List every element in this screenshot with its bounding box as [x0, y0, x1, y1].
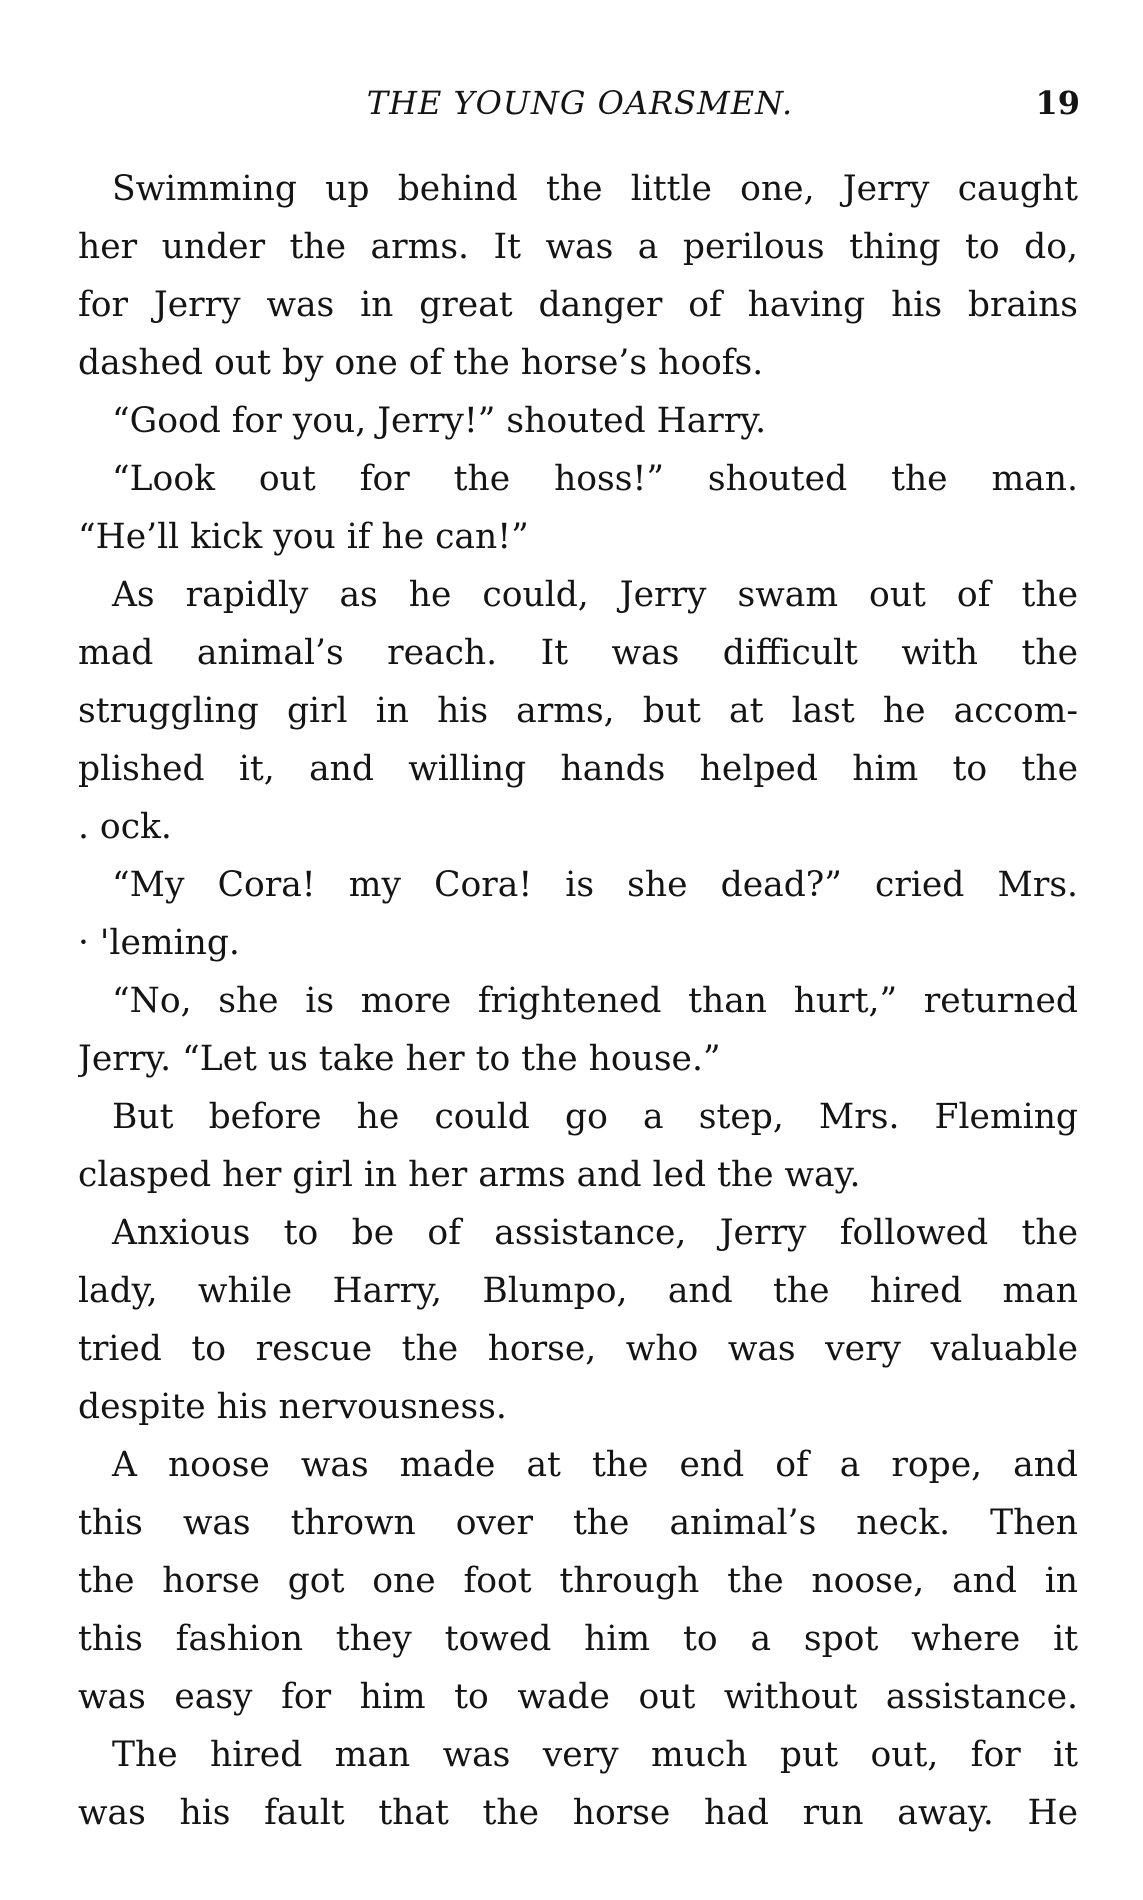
- body-text: [78, 160, 1078, 1842]
- text-line: “No, she is more frightened than hurt,” returned: [112, 981, 1078, 1021]
- text-line: clasped her girl in her arms and led the way.: [78, 1155, 861, 1195]
- text-line: for Jerry was in great danger of having his brains: [78, 285, 1078, 325]
- running-title: THE YOUNG OARSMEN.: [366, 84, 794, 122]
- text-line: despite his nervousness.: [78, 1387, 507, 1427]
- text-line: lady, while Harry, Blumpo, and the hired man: [78, 1271, 1078, 1311]
- text-line: “My Cora! my Cora! is she dead?” cried Mrs.: [112, 865, 1078, 905]
- text-line: mad animal’s reach. It was difficult with the: [78, 633, 1078, 673]
- text-line: The hired man was very much put out, for it: [112, 1735, 1078, 1775]
- text-line: struggling girl in his arms, but at last he accom-: [78, 691, 1078, 731]
- text-line: was easy for him to wade out without assistance.: [78, 1677, 1078, 1717]
- text-line: As rapidly as he could, Jerry swam out of the: [112, 575, 1078, 615]
- text-line: the horse got one foot through the noose, and in: [78, 1561, 1078, 1601]
- text-line: But before he could go a step, Mrs. Fleming: [112, 1097, 1078, 1137]
- text-line: tried to rescue the horse, who was very valuable: [78, 1329, 1078, 1369]
- text-line: this was thrown over the animal’s neck. Then: [78, 1503, 1078, 1543]
- text-line: her under the arms. It was a perilous thing to do,: [78, 227, 1078, 267]
- text-line: this fashion they towed him to a spot where it: [78, 1619, 1078, 1659]
- running-head: [80, 78, 1080, 128]
- text-line: . ock.: [78, 807, 172, 847]
- text-line: Anxious to be of assistance, Jerry followed the: [112, 1213, 1078, 1253]
- text-line: plished it, and willing hands helped him to the: [78, 749, 1078, 789]
- text-line: Jerry. “Let us take her to the house.”: [78, 1039, 721, 1079]
- text-line: “Good for you, Jerry!” shouted Harry.: [112, 401, 767, 441]
- text-line: “Look out for the hoss!” shouted the man.: [112, 459, 1078, 499]
- text-line: “He’ll kick you if he can!”: [78, 517, 529, 557]
- text-line: · 'leming.: [78, 923, 240, 963]
- text-line: Swimming up behind the little one, Jerry caught: [112, 169, 1078, 209]
- text-line: was his fault that the horse had run away. He: [78, 1793, 1078, 1833]
- page-number: 19: [1035, 84, 1080, 122]
- text-line: dashed out by one of the horse’s hoofs.: [78, 343, 764, 383]
- text-line: A noose was made at the end of a rope, and: [112, 1445, 1078, 1485]
